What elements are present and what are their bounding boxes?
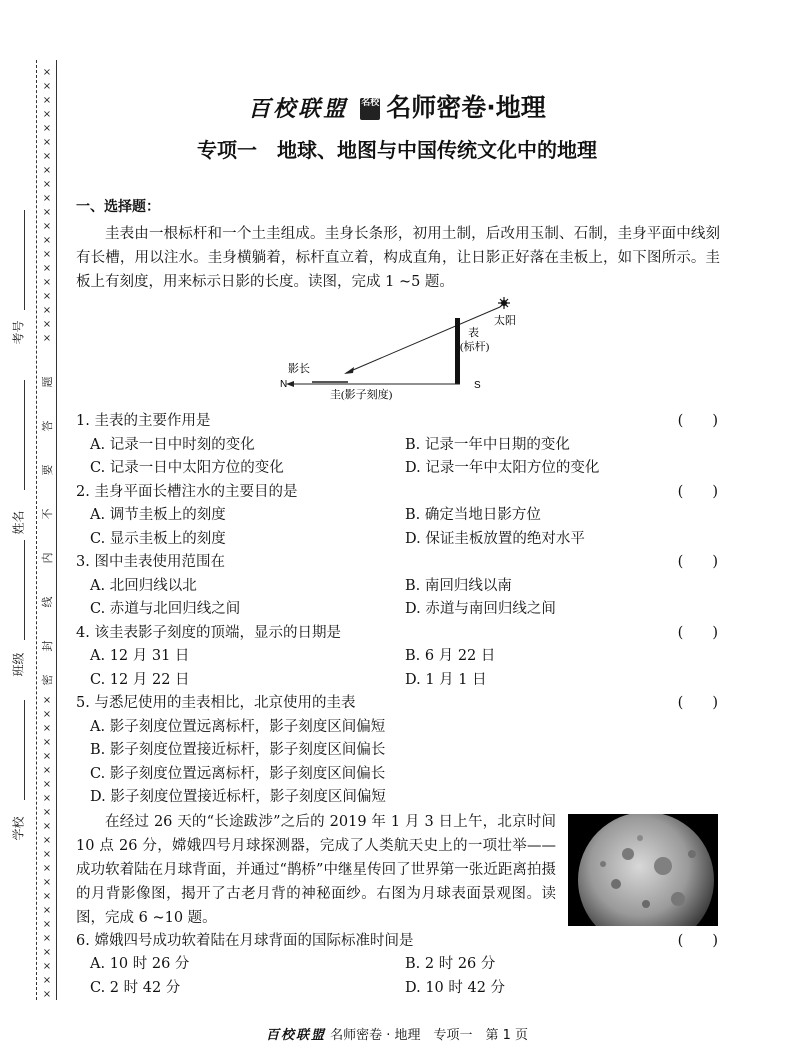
question-6	[76, 930, 720, 1001]
shadow-label: 影长	[288, 363, 310, 375]
answer-bracket[interactable]: ( )	[677, 932, 718, 949]
ray-arrow	[344, 367, 354, 374]
option-a[interactable]: A. 12 月 31 日	[90, 648, 190, 664]
question-1	[76, 410, 720, 481]
question-stem: 5. 与悉尼使用的圭表相比，北京使用的圭表	[76, 695, 356, 711]
page-footer	[0, 1024, 794, 1043]
seal-word: 答	[41, 420, 54, 432]
option-d[interactable]: D. 保证圭板放置的绝对水平	[405, 530, 585, 547]
field-label: 考号	[11, 320, 26, 345]
seal-word: 封	[41, 640, 54, 652]
question-stem: 3. 图中圭表使用范围在	[76, 554, 225, 570]
sun-ray	[346, 307, 500, 373]
option-b[interactable]: B. 南回归线以南	[405, 577, 512, 594]
seal-word: 不	[41, 508, 54, 520]
option-a[interactable]: A. 记录一日中时刻的变化	[90, 436, 255, 453]
seal-word: 线	[41, 596, 54, 608]
fill-line[interactable]	[24, 210, 25, 310]
option-c[interactable]: C. 记录一日中太阳方位的变化	[90, 460, 284, 476]
answer-bracket[interactable]: ( )	[677, 413, 718, 429]
answer-bracket[interactable]: ( )	[677, 695, 718, 711]
answer-bracket[interactable]: ( )	[677, 624, 718, 641]
fill-line[interactable]	[24, 540, 25, 640]
option-c[interactable]: C. 12 月 22 日	[90, 671, 190, 688]
binding-line	[56, 60, 57, 1000]
x-marks-top: × × × × × × × × × × × × × × × × × × × ×	[42, 67, 52, 344]
intro-passage-2: 在经过 26 天的“长途跋涉”之后的 2019 年 1 月 3 日上午，北京时间 10 点 26 分，嫦娥四号月球探测器，完成了人类航天史上的一项壮举——成功软着陆在月球背面，并通过“鹊桥”中继星传回了世界第一张近距离拍摄的月背影像图，揭开了古老月背的神秘面纱。右图为月球表面景观图。读图，完成 6 ~10 题。	[76, 813, 556, 926]
field-label: 班级	[11, 652, 26, 677]
brand-logo: 百校联盟	[248, 96, 349, 122]
question-2	[76, 481, 720, 552]
cut-line	[36, 60, 37, 1000]
option-d[interactable]: D. 赤道与南回归线之间	[405, 601, 556, 617]
option-a[interactable]: A. 影子刻度位置远离标杆，影子刻度区间偏短	[90, 718, 386, 735]
option-b[interactable]: B. 影子刻度位置接近标杆，影子刻度区间偏长	[90, 742, 386, 758]
option-c[interactable]: C. 2 时 42 分	[90, 979, 181, 996]
gnomon-figure	[76, 294, 720, 410]
question-stem: 2. 圭身平面长槽注水的主要目的是	[76, 483, 298, 500]
question-list-2	[76, 930, 720, 1001]
pole-label: 表	[468, 327, 479, 339]
seal-word: 题	[41, 376, 54, 388]
option-a[interactable]: A. 北回归线以北	[90, 577, 197, 594]
x-marks-bottom: × × × × × × × × × × × × × × × × × × × × × ×	[42, 695, 52, 1000]
pole-sub-label: (标杆)	[460, 341, 490, 353]
page-title	[0, 88, 794, 124]
answer-bracket[interactable]: ( )	[677, 483, 718, 500]
shadow-scale	[312, 381, 348, 383]
fill-line[interactable]	[24, 700, 25, 800]
seal-word: 密	[41, 674, 54, 686]
option-a[interactable]: A. 10 时 26 分	[90, 956, 190, 972]
option-d[interactable]: D. 记录一年中太阳方位的变化	[405, 460, 600, 476]
footer-brand: 百校联盟	[265, 1028, 326, 1043]
field-label: 姓名	[11, 510, 26, 535]
option-a[interactable]: A. 调节圭板上的刻度	[90, 507, 226, 523]
title-text: 名师密卷·地理	[386, 93, 546, 122]
seal-word: 内	[41, 552, 54, 564]
gui-label: 圭(影子刻度)	[330, 389, 393, 401]
option-b[interactable]: B. 2 时 26 分	[405, 956, 496, 972]
option-b[interactable]: B. 确定当地日影方位	[405, 507, 541, 523]
page-subtitle: 专项一 地球、地图与中国传统文化中的地理	[197, 138, 597, 162]
option-c[interactable]: C. 影子刻度位置远离标杆，影子刻度区间偏长	[90, 765, 386, 782]
section-title: 一、选择题：	[76, 199, 160, 215]
option-d[interactable]: D. 影子刻度位置接近标杆，影子刻度区间偏短	[90, 789, 386, 805]
fill-line[interactable]	[24, 380, 25, 490]
question-stem: 4. 该圭表影子刻度的顶端，显示的日期是	[76, 624, 341, 641]
option-b[interactable]: B. 6 月 22 日	[405, 648, 496, 664]
option-d[interactable]: D. 10 时 42 分	[405, 979, 506, 996]
answer-bracket[interactable]: ( )	[677, 554, 718, 570]
option-d[interactable]: D. 1 月 1 日	[405, 671, 487, 688]
footer-text: 名师密卷 · 地理 专项一 第 1 页	[330, 1028, 529, 1043]
question-5	[76, 692, 720, 810]
question-4	[76, 622, 720, 693]
sun-label: 太阳	[494, 315, 516, 327]
moon-icon	[568, 814, 718, 926]
brand-seal-icon: 名校	[360, 98, 380, 120]
seal-word: 要	[41, 464, 54, 476]
option-b[interactable]: B. 记录一年中日期的变化	[405, 436, 570, 453]
question-list	[76, 410, 720, 810]
field-label: 学校	[11, 816, 26, 841]
intro-passage: 圭表由一根标杆和一个土圭组成。圭身长条形，初用土制，后改用玉制、石制，圭身平面中线刻有长槽，用以注水。圭身横躺着，标杆直立着，构成直角，让日影正好落在圭板上，如下图所示。圭板上有刻度，用来标示日影的长度。读图，完成 1 ~5 题。	[76, 226, 720, 290]
moon-surface-image	[568, 814, 718, 926]
option-c[interactable]: C. 显示圭板上的刻度	[90, 530, 226, 547]
gnomon-diagram	[76, 294, 720, 410]
option-c[interactable]: C. 赤道与北回归线之间	[90, 601, 241, 617]
north-label: N	[280, 379, 288, 390]
question-3	[76, 551, 720, 622]
south-label: S	[474, 380, 481, 391]
question-content	[76, 196, 720, 1000]
question-stem: 1. 圭表的主要作用是	[76, 413, 211, 429]
question-stem: 6. 嫦娥四号成功软着陆在月球背面的国际标准时间是	[76, 932, 414, 949]
passage-2-block	[76, 810, 720, 930]
